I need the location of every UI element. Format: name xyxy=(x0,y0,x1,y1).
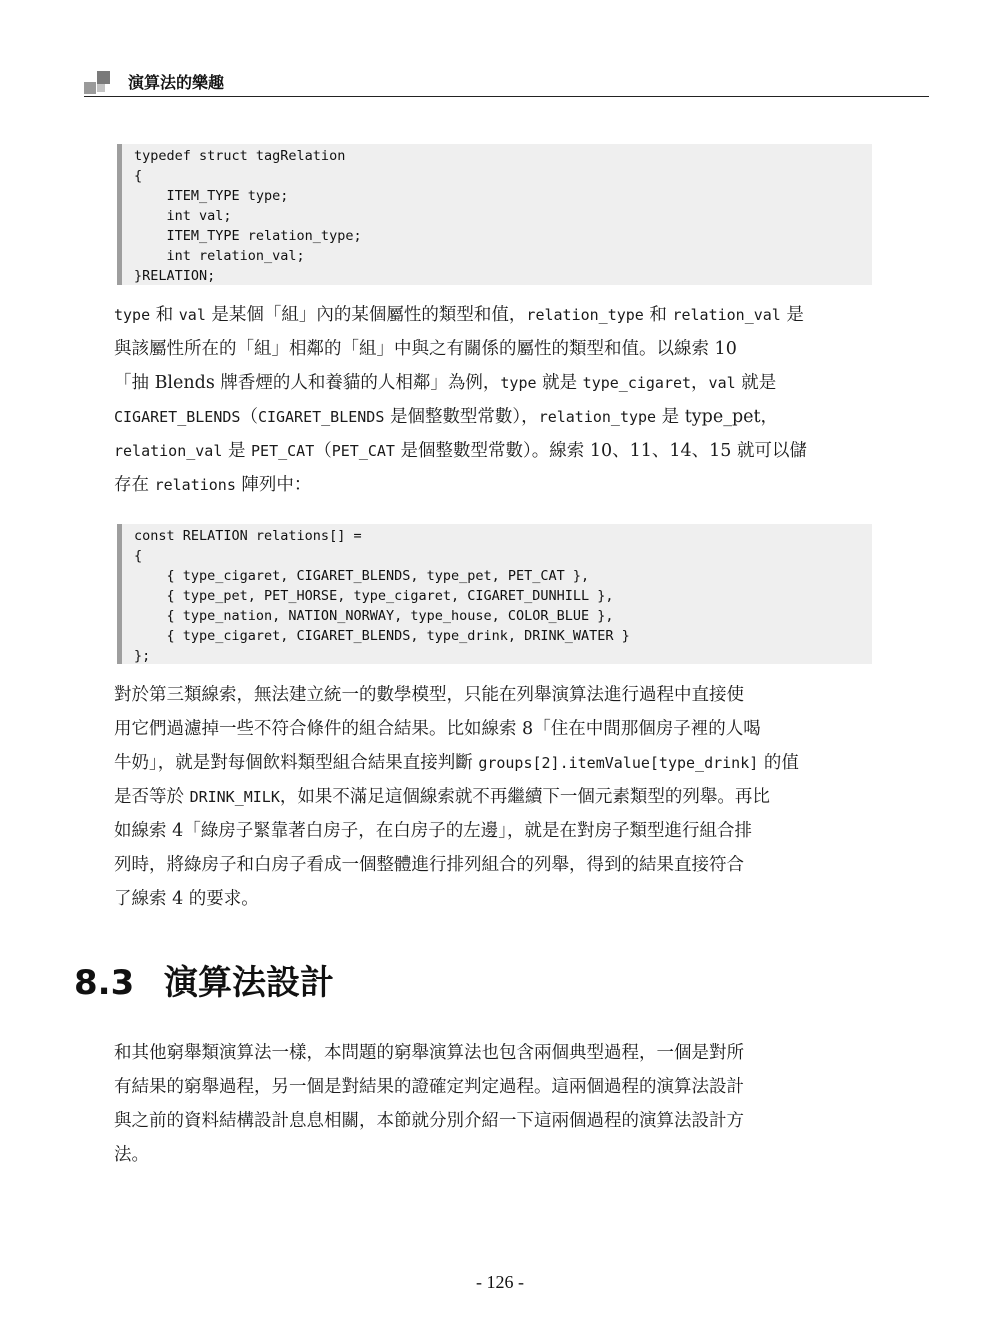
text-run: 就是 xyxy=(735,373,777,393)
text-run: 與該屬性所在的「組」相鄰的「組」中與之有關係的屬性的類型和值。以線索 10 xyxy=(114,339,737,359)
text-line xyxy=(114,678,870,712)
inline-code: PET_CAT xyxy=(331,442,395,460)
text-line xyxy=(114,848,870,882)
text-line xyxy=(114,780,870,814)
code-line: int relation_val; xyxy=(134,248,305,264)
inline-code: type xyxy=(500,374,537,392)
text-run: 有結果的窮舉過程，另一個是對結果的證確定判定過程。這兩個過程的演算法設計 xyxy=(114,1077,744,1097)
text-line xyxy=(114,1036,870,1070)
inline-code: type xyxy=(114,306,151,324)
inline-code: DRINK_MILK xyxy=(189,788,280,806)
inline-code: val xyxy=(178,306,206,324)
inline-code: CIGARET_BLENDS xyxy=(257,408,385,426)
text-run: 如線索 4「綠房子緊靠著白房子，在白房子的左邊」，就是在對房子類型進行組合排 xyxy=(114,821,752,841)
code-line: { xyxy=(134,168,143,184)
text-line xyxy=(114,434,870,468)
text-line xyxy=(114,366,870,400)
text-line xyxy=(114,468,870,502)
code-line: ITEM_TYPE relation_type; xyxy=(134,228,362,244)
text-run: 是 xyxy=(222,441,252,461)
text-run: 列時，將綠房子和白房子看成一個整體進行排列組合的列舉，得到的結果直接符合 xyxy=(114,855,744,875)
paragraph-third-clue-type xyxy=(114,678,870,916)
code-line: int val; xyxy=(134,208,232,224)
text-line xyxy=(114,814,870,848)
text-run: 和其他窮舉類演算法一樣，本問題的窮舉演算法也包含兩個典型過程，一個是對所 xyxy=(114,1043,744,1063)
inline-code: relation_type xyxy=(538,408,657,426)
text-line xyxy=(114,746,870,780)
code-block-relation-struct xyxy=(117,144,872,285)
inline-code: relation_val xyxy=(672,306,781,324)
text-run: 和 xyxy=(643,305,673,325)
text-run: ， xyxy=(691,373,709,393)
text-run: 用它們過濾掉一些不符合條件的組合結果。比如線索 8「住在中間那個房子裡的人喝 xyxy=(114,719,761,739)
text-run: 是否等於 xyxy=(114,787,190,807)
text-line xyxy=(114,1070,870,1104)
inline-code: relations xyxy=(154,476,236,494)
text-line xyxy=(114,1138,870,1172)
inline-code: type_cigaret xyxy=(582,374,692,392)
text-line xyxy=(114,400,870,434)
text-run: 的值 xyxy=(758,753,799,773)
text-line xyxy=(114,1104,870,1138)
text-run: 是個整數型常數）。線索 10、11、14、15 就可以儲 xyxy=(394,441,807,461)
inline-code: groups[2].itemValue[type_drink] xyxy=(478,754,759,772)
text-line xyxy=(114,882,870,916)
inline-code: val xyxy=(708,374,736,392)
text-run: 陣列中： xyxy=(235,475,312,495)
code-line: ITEM_TYPE type; xyxy=(134,188,289,204)
text-run: 就是 xyxy=(536,373,583,393)
code-line: typedef struct tagRelation xyxy=(134,148,346,164)
inline-code: CIGARET_BLENDS xyxy=(114,408,241,426)
text-run: 是某個「組」內的某個屬性的類型和值， xyxy=(205,305,527,325)
page-number: - 126 - xyxy=(476,1272,524,1292)
text-line xyxy=(114,712,870,746)
text-run: 是 type_pet， xyxy=(656,407,779,427)
text-run: 和 xyxy=(150,305,179,325)
running-header xyxy=(84,66,929,97)
inline-code: relation_val xyxy=(114,442,223,460)
header-logo-icon xyxy=(84,68,114,94)
text-run: 是 xyxy=(780,305,804,325)
text-run: 牛奶」，就是對每個飲料類型組合結果直接判斷 xyxy=(114,753,479,773)
code-line: }RELATION; xyxy=(134,268,216,284)
paragraph-relation-explanation xyxy=(114,298,870,502)
text-run: 是個整數型常數）， xyxy=(384,407,539,427)
code-line: { type_cigaret, CIGARET_BLENDS, type_pet, PET_CAT }, xyxy=(134,568,590,584)
text-run: ，如果不滿足這個線索就不再繼續下一個元素類型的列舉。再比 xyxy=(279,787,770,807)
header-title: 演算法的樂趣 xyxy=(128,73,225,92)
text-run: 對於第三類線索，無法建立統一的數學模型，只能在列舉演算法進行過程中直接使 xyxy=(114,685,744,705)
inline-code: relation_type xyxy=(526,306,644,324)
text-line xyxy=(114,298,870,332)
text-run: 法。 xyxy=(114,1145,149,1165)
inline-code: PET_CAT xyxy=(251,442,315,460)
section-title: 演算法設計 xyxy=(164,963,334,1003)
text-run: （ xyxy=(314,441,332,461)
text-run: 「抽 Blends 牌香煙的人和養貓的人相鄰」為例， xyxy=(114,373,501,393)
text-run: 存在 xyxy=(114,475,155,495)
code-line: }; xyxy=(134,648,151,664)
code-line: { type_cigaret, CIGARET_BLENDS, type_drink, DRINK_WATER } xyxy=(134,628,630,644)
text-run: 了線索 4 的要求。 xyxy=(114,889,259,909)
code-block-relations-array xyxy=(117,524,872,664)
section-number: 8.3 xyxy=(74,963,135,1003)
code-line: { type_pet, PET_HORSE, type_cigaret, CIGARET_DUNHILL }, xyxy=(134,588,614,604)
paragraph-algorithm-design xyxy=(114,1036,870,1172)
code-line: { xyxy=(134,548,143,564)
text-run: （ xyxy=(240,407,258,427)
text-run: 與之前的資料結構設計息息相關，本節就分別介紹一下這兩個過程的演算法設計方 xyxy=(114,1111,744,1131)
text-line xyxy=(114,332,870,366)
section-heading xyxy=(74,955,334,1004)
code-line: const RELATION relations[] = xyxy=(134,528,362,544)
code-line: { type_nation, NATION_NORWAY, type_house, COLOR_BLUE }, xyxy=(134,608,614,624)
